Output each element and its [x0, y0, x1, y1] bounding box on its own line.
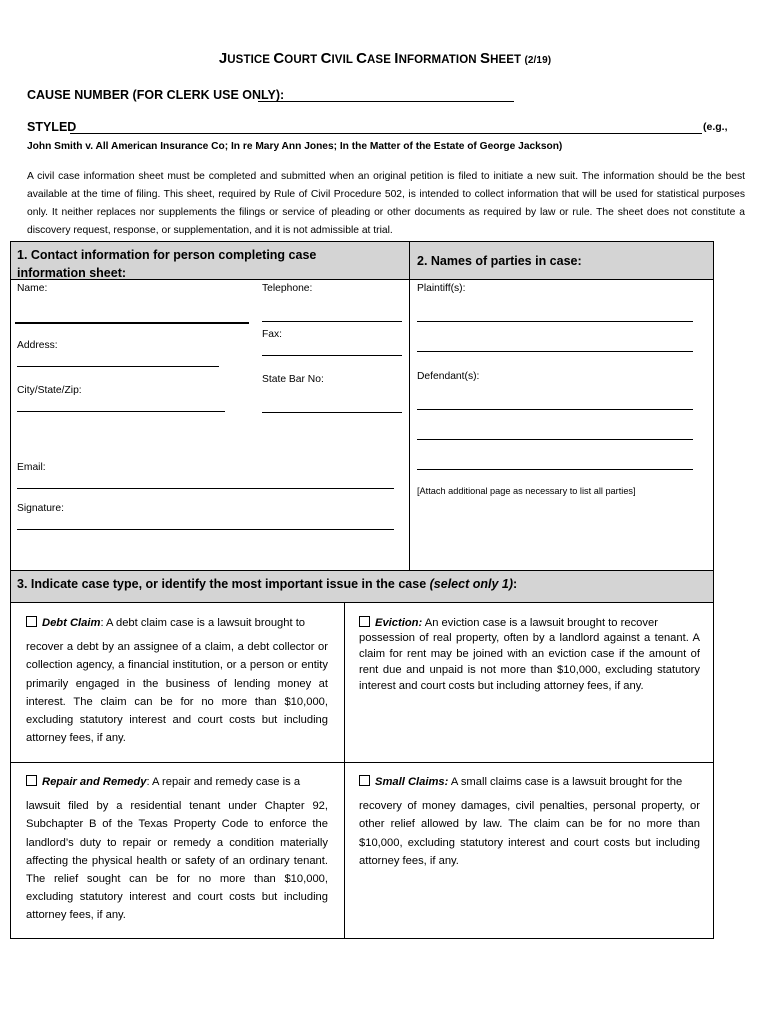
city-state-zip-label: City/State/Zip: [17, 385, 82, 396]
name-field[interactable] [15, 322, 249, 324]
debt-claim-name: Debt Claim [42, 617, 101, 629]
title-part: I [394, 50, 399, 67]
address-label: Address: [17, 340, 58, 351]
title-part: HEET [490, 54, 525, 66]
section2-heading: 2. Names of parties in case: [417, 254, 582, 268]
debt-claim-checkbox[interactable] [26, 616, 37, 627]
email-label: Email: [17, 462, 46, 473]
form-version: (2/19) [524, 55, 552, 66]
section3-heading-text: 3. Indicate case type, or identify the most important issue in the case [17, 577, 430, 591]
repair-remedy-option[interactable] [26, 773, 328, 925]
section-divider [409, 280, 410, 570]
state-bar-label: State Bar No: [262, 374, 324, 385]
defendant-field-1[interactable] [417, 409, 693, 410]
small-claims-name: Small Claims: [375, 776, 449, 788]
title-part: J [218, 50, 228, 67]
title-part: USTICE [227, 54, 274, 66]
styled-example: John Smith v. All American Insurance Co; In re Mary Ann Jones; In the Matter of the Estate of George Jackson) [27, 141, 563, 152]
debt-claim-desc-2: recover a debt by an assignee of a claim, a debt collector or collection agency, a financial institution, or a person or entity primarily engaged in the business of lending money at interest. The claim can be for no more than $10,000, excluding statutory interest and court costs but including attorney fees, if any. [26, 641, 328, 745]
address-field[interactable] [17, 366, 219, 367]
telephone-field[interactable] [262, 321, 402, 322]
cause-number-field[interactable] [258, 101, 514, 102]
section3-heading [17, 577, 517, 591]
fax-label: Fax: [262, 329, 283, 340]
form-title [0, 50, 770, 67]
defendant-label: Defendant(s): [417, 371, 480, 382]
title-part: NFORMATION [398, 54, 480, 66]
small-claims-option[interactable] [359, 773, 700, 870]
styled-field[interactable] [70, 133, 702, 134]
title-part: IVIL [331, 54, 357, 66]
signature-label: Signature: [17, 503, 64, 514]
title-part: S [479, 50, 491, 67]
eviction-checkbox[interactable] [359, 616, 370, 627]
small-claims-checkbox[interactable] [359, 775, 370, 786]
eviction-desc-1: An eviction case is a lawsuit brought to recover [422, 617, 658, 629]
title-part: C [320, 50, 332, 67]
intro-paragraph: A civil case information sheet must be completed and submitted when an original petition is filed to initiate a new suit. The information should be the best available at the time of filing. This sheet, required by Rule of Civil Procedure 502, is intended to collect information that will be used for statistical purposes only. It neither replaces nor supplements the filings or service of pleading or other documents as required by law or rule. The sheet does not constitute a discovery request, response, or supplementation, and it is not admissible at trial. [27, 171, 745, 236]
title-part: C [356, 50, 368, 67]
defendant-field-2[interactable] [417, 439, 693, 440]
city-state-zip-field[interactable] [17, 411, 225, 412]
repair-remedy-desc-1: : A repair and remedy case is a [146, 776, 301, 788]
defendant-field-3[interactable] [417, 469, 693, 470]
title-part: ASE [367, 54, 395, 66]
case-type-column-divider [344, 603, 345, 938]
small-claims-desc-2: recovery of money damages, civil penalties, personal property, or other relief allowed by law. The claim can be for no more than $10,000, excluding statutory interest and court costs but including attorney fees, if any. [359, 800, 700, 867]
name-label: Name: [17, 283, 48, 294]
signature-field[interactable] [17, 529, 394, 530]
debt-claim-option[interactable] [26, 614, 328, 747]
plaintiff-field-2[interactable] [417, 351, 693, 352]
fax-field[interactable] [262, 355, 402, 356]
state-bar-field[interactable] [262, 412, 402, 413]
email-field[interactable] [17, 488, 394, 489]
repair-remedy-checkbox[interactable] [26, 775, 37, 786]
telephone-label: Telephone: [262, 283, 313, 294]
debt-claim-desc-1: : A debt claim case is a lawsuit brought to [100, 617, 306, 629]
title-part: OURT [284, 54, 321, 66]
case-type-row-divider [11, 762, 713, 763]
eviction-desc-2: possession of real property, often by a landlord against a tenant. A claim for rent may be joined with an eviction case if the amount of rent due and unpaid is not more than $10,000, excluding statutory interest and court costs but including attorney fees, if any. [359, 632, 700, 693]
small-claims-desc-1: A small claims case is a lawsuit brought for the [448, 776, 683, 788]
section1-heading: 1. Contact information for person completing case information sheet: [17, 248, 317, 280]
example-prefix: (e.g., [703, 121, 728, 133]
title-part: C [273, 50, 285, 67]
repair-remedy-desc-2: lawsuit filed by a residential tenant under Chapter 92, Subchapter B of the Texas Property Code to enforce the landlord’s duty to repair or remedy a condition materially affecting the physical health or safety of an ordinary tenant. The relief sought can be for no more than $10,000, excluding statutory interest and court costs but including attorney fees, if any. [26, 800, 328, 922]
plaintiff-label: Plaintiff(s): [417, 283, 466, 294]
eviction-name: Eviction: [375, 617, 423, 629]
eviction-option[interactable] [359, 614, 700, 694]
section3-heading-end: : [513, 577, 518, 591]
section3-heading-emphasis: (select only 1) [429, 577, 513, 591]
repair-remedy-name: Repair and Remedy [42, 776, 147, 788]
attach-note: [Attach additional page as necessary to list all parties] [417, 486, 636, 496]
cause-number-label: CAUSE NUMBER (FOR CLERK USE ONLY): [27, 88, 285, 102]
styled-label: STYLED [27, 120, 77, 134]
plaintiff-field-1[interactable] [417, 321, 693, 322]
